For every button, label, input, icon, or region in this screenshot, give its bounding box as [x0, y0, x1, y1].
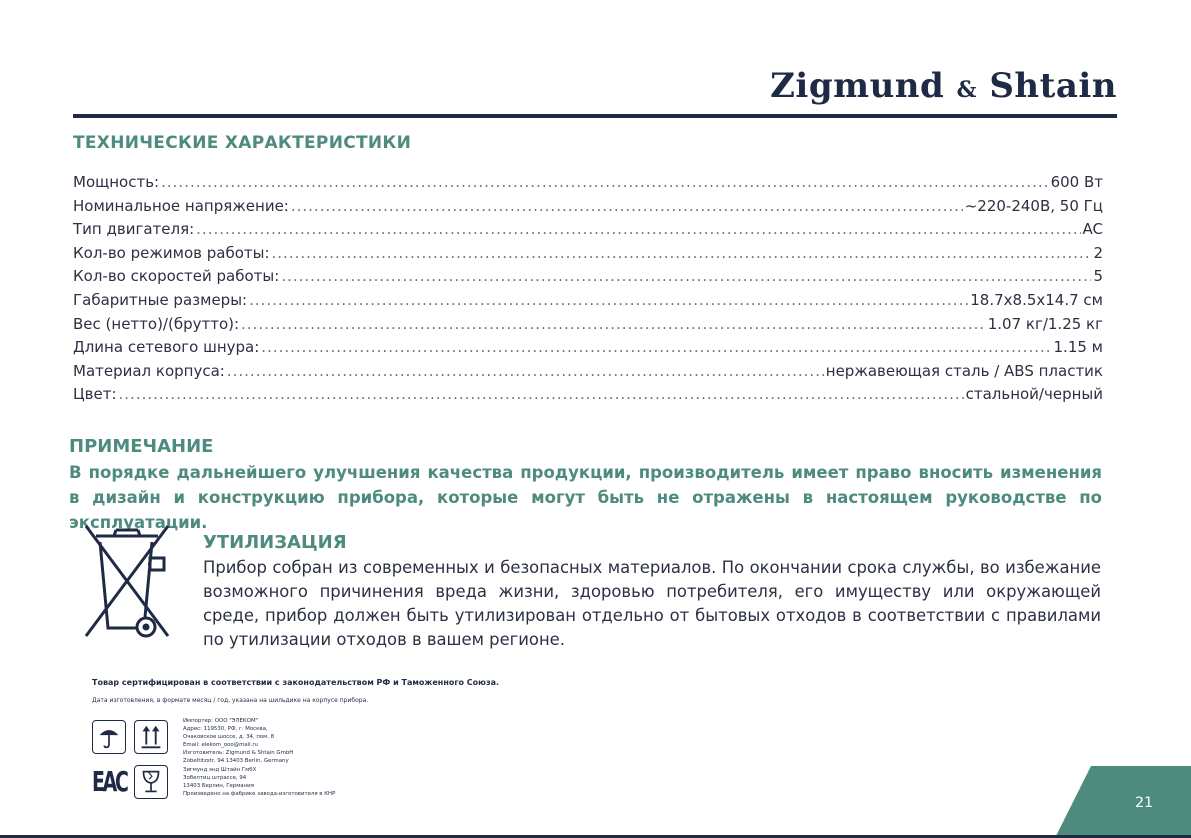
brand-logo — [770, 66, 1117, 106]
note-text: В порядке дальнейшего улучшения качества продукции, производитель имеет право вносить изменения в дизайн и конструкцию прибора, которые могут быть не отражены в настоящем руководстве по эксплуатации. — [69, 463, 1102, 532]
note-title: ПРИМЕЧАНИЕ — [69, 436, 214, 457]
specs-list — [73, 173, 1103, 409]
this-way-up-icon — [134, 720, 168, 754]
spec-row-dimensions — [73, 291, 1103, 315]
spec-row-motor — [73, 220, 1103, 244]
crossed-bin-icon — [82, 522, 172, 642]
spec-value: 1.15 м — [1053, 338, 1103, 357]
spec-row-cord — [73, 338, 1103, 362]
page-corner-tab — [1055, 766, 1191, 838]
spec-value: ~220-240В, 50 Гц — [964, 196, 1103, 215]
dot-leader — [241, 315, 986, 333]
spec-value: 18.7x8.5x14.7 см — [970, 290, 1103, 309]
header-rule — [73, 114, 1117, 118]
address-line: Импортер: ООО "ЭЛЕКОМ" — [183, 718, 259, 724]
spec-label: Кол-во скоростей работы: — [73, 267, 280, 286]
page-number: 21 — [1135, 795, 1153, 811]
address-line: Произведено на фабрике завода-изготовителя в КНР — [183, 790, 336, 797]
spec-value: 1.07 кг/1.25 кг — [987, 314, 1103, 333]
manufacture-date-note: Дата изготовления, в формате месяц / год, указана на шильдике на корпусе прибора. — [92, 697, 369, 704]
spec-label: Материал корпуса: — [73, 361, 225, 380]
spec-row-material — [73, 362, 1103, 386]
dot-leader — [281, 267, 1091, 285]
address-line: Зигмунд энд Штайн ГмбХ — [183, 766, 257, 773]
spec-row-color — [73, 385, 1103, 409]
certification-text: Товар сертифицирован в соответствии с законодательством РФ и Таможенного Союза. — [92, 678, 500, 687]
spec-label: Длина сетевого шнура: — [73, 338, 260, 357]
spec-label: Вес (нетто)/(брутто): — [73, 314, 240, 333]
umbrella-icon — [92, 720, 126, 754]
address-line: 13403 Берлин, Германия — [183, 782, 254, 789]
spec-row-power — [73, 173, 1103, 197]
brand-ampersand: & — [956, 77, 977, 103]
disposal-text: Прибор собран из современных и безопасных материалов. По окончании срока службы, во избежание возможного причинения вреда жизни, здоровью потребителя, его имуществу или окружающей среде, прибор должен быть утилизирован отдельно от бытовых отходов в соответствии с правилами по утилизации отходов в вашем регионе. — [203, 558, 1101, 649]
brand-name-2: Shtain — [989, 66, 1117, 106]
dot-leader — [272, 244, 1092, 262]
dot-leader — [227, 362, 824, 380]
spec-value: AC — [1082, 220, 1103, 239]
spec-label: Габаритные размеры: — [73, 290, 248, 309]
address-line: Изготовитель: Zigmund & Shtain GmbH — [183, 750, 294, 757]
address-line: Zobeltitzstr, 94 13403 Berlin, Germany — [183, 758, 289, 765]
spec-row-weight — [73, 315, 1103, 339]
disposal-title: УТИЛИЗАЦИЯ — [203, 532, 347, 553]
spec-value: стальной/черный — [965, 385, 1103, 404]
dot-leader — [119, 385, 964, 403]
spec-value: 2 — [1093, 243, 1103, 262]
spec-value: 5 — [1093, 267, 1103, 286]
spec-value: нержавеющая сталь / ABS пластик — [825, 361, 1103, 380]
address-line: Очаковское шоссе, д. 34, пом. 8 — [183, 734, 275, 741]
spec-label: Тип двигателя: — [73, 220, 195, 239]
dot-leader — [291, 197, 963, 215]
address-line: Адрес: 119530, РФ, г. Москва, — [183, 726, 268, 733]
address-line: Email: elekom_ooo@mail.ru — [183, 742, 258, 749]
eac-mark: EAC — [92, 765, 127, 798]
spec-value: 600 Вт — [1050, 173, 1103, 191]
dot-leader — [249, 291, 968, 309]
spec-row-modes — [73, 244, 1103, 268]
importer-address — [183, 717, 383, 798]
dot-leader — [161, 173, 1048, 191]
spec-label: Номинальное напряжение: — [73, 196, 289, 215]
spec-label: Мощность: — [73, 173, 160, 191]
specs-title: ТЕХНИЧЕСКИЕ ХАРАКТЕРИСТИКИ — [73, 133, 412, 153]
fragile-glass-icon — [134, 765, 168, 799]
brand-name: Zigmund — [770, 66, 945, 106]
spec-label: Кол-во режимов работы: — [73, 243, 270, 262]
dot-leader — [196, 220, 1080, 238]
spec-row-speeds — [73, 267, 1103, 291]
spec-row-voltage — [73, 197, 1103, 221]
dot-leader — [261, 338, 1051, 356]
spec-label: Цвет: — [73, 385, 117, 404]
address-line: Зобелтиц штрассе, 94 — [183, 774, 247, 781]
